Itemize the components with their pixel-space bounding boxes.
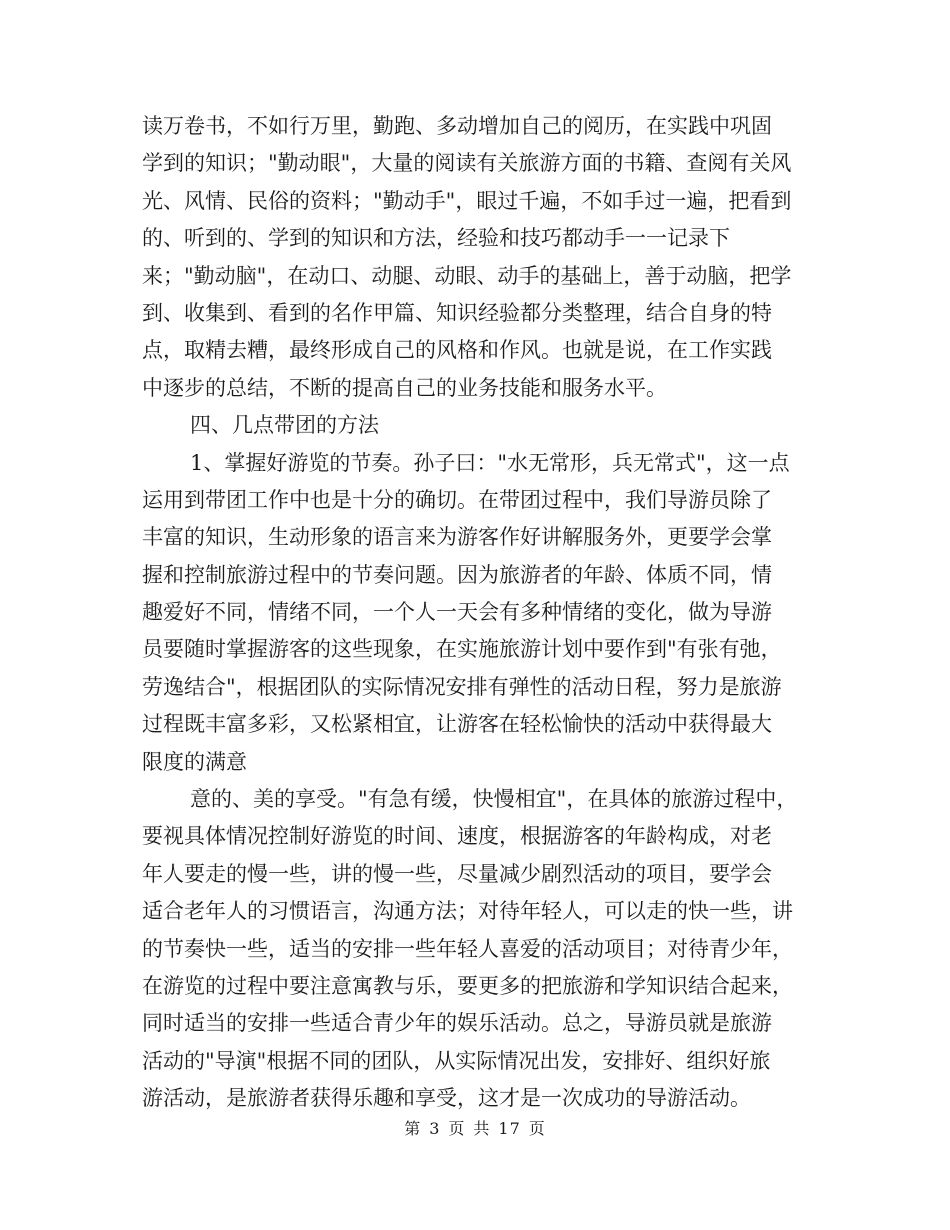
text-line: 中逐步的总结，不断的提高自己的业务技能和服务水平。: [142, 375, 667, 400]
text-line: 的、听到的、学到的知识和方法，经验和技巧都动手一一记录下: [142, 226, 730, 251]
text-line: 丰富的知识，生动形象的语言来为游客作好讲解服务外，更要学会掌: [142, 525, 772, 550]
text-line: 点，取精去糟，最终形成自己的风格和作风。也就是说，在工作实践: [142, 338, 772, 363]
text-line: 活动的"导演"根据不同的团队，从实际情况出发，安排好、组织好旅: [142, 1048, 771, 1073]
text-line: 趣爱好不同，情绪不同，一个人一天会有多种情绪的变化，做为导游: [142, 600, 772, 625]
document-body: [142, 108, 810, 1118]
text-line: 四、几点带团的方法: [190, 413, 379, 438]
text-line: 来；"勤动脑"，在动口、动腿、动眼、动手的基础上，善于动脑，把学: [142, 263, 792, 288]
text-line: 年人要走的慢一些，讲的慢一些，尽量减少剧烈活动的项目，要学会: [142, 861, 772, 886]
text-line: 在游览的过程中要注意寓教与乐，要更多的把旅游和学知识结合起来，: [142, 973, 793, 998]
text-line: 学到的知识；"勤动眼"，大量的阅读有关旅游方面的书籍、查阅有关风: [142, 151, 792, 176]
text-line: 限度的满意: [142, 749, 247, 774]
text-line: 握和控制旅游过程中的节奏问题。因为旅游者的年龄、体质不同，情: [142, 562, 772, 587]
footer-suffix: 页: [528, 1119, 546, 1138]
text-line: 光、风情、民俗的资料；"勤动手"，眼过千遍，不如手过一遍，把看到: [142, 188, 792, 213]
total-pages-number: 17: [498, 1119, 521, 1138]
current-page-number: 3: [429, 1119, 441, 1138]
text-line: 适合老年人的习惯语言，沟通方法；对待年轻人，可以走的快一些，讲: [142, 899, 793, 924]
page-footer: [0, 1116, 950, 1139]
text-line: 读万卷书，不如行万里，勤跑、多动增加自己的阅历，在实践中巩固: [142, 114, 772, 138]
text-line: 到、收集到、看到的名作甲篇、知识经验都分类整理，结合自身的特: [142, 300, 772, 325]
text-line: 劳逸结合"，根据团队的实际情况安排有弹性的活动日程，努力是旅游: [142, 674, 782, 699]
text-line: 员要随时掌握游客的这些现象，在实施旅游计划中要作到"有张有弛，: [142, 637, 782, 662]
text-line: 同时适当的安排一些适合青少年的娱乐活动。总之，导游员就是旅游: [142, 1011, 772, 1036]
footer-prefix: 第: [404, 1119, 422, 1138]
text-line: 运用到带团工作中也是十分的确切。在带团过程中，我们导游员除了: [142, 487, 772, 512]
footer-page-word: 页: [448, 1119, 466, 1138]
text-line: 的节奏快一些，适当的安排一些年轻人喜爱的活动项目；对待青少年，: [142, 936, 793, 961]
text-line: 游活动，是旅游者获得乐趣和享受，这才是一次成功的导游活动。: [142, 1086, 751, 1111]
text-line: 过程既丰富多彩，又松紧相宜，让游客在轻松愉快的活动中获得最大: [142, 712, 772, 737]
text-line: 要视具体情况控制好游览的时间、速度，根据游客的年龄构成，对老: [142, 824, 772, 849]
text-line: 意的、美的享受。"有急有缓，快慢相宜"，在具体的旅游过程中，: [190, 787, 798, 812]
text-line: 1、掌握好游览的节奏。孙子曰："水无常形，兵无常式"，这一点: [190, 450, 790, 475]
footer-total-word: 共: [473, 1119, 491, 1138]
